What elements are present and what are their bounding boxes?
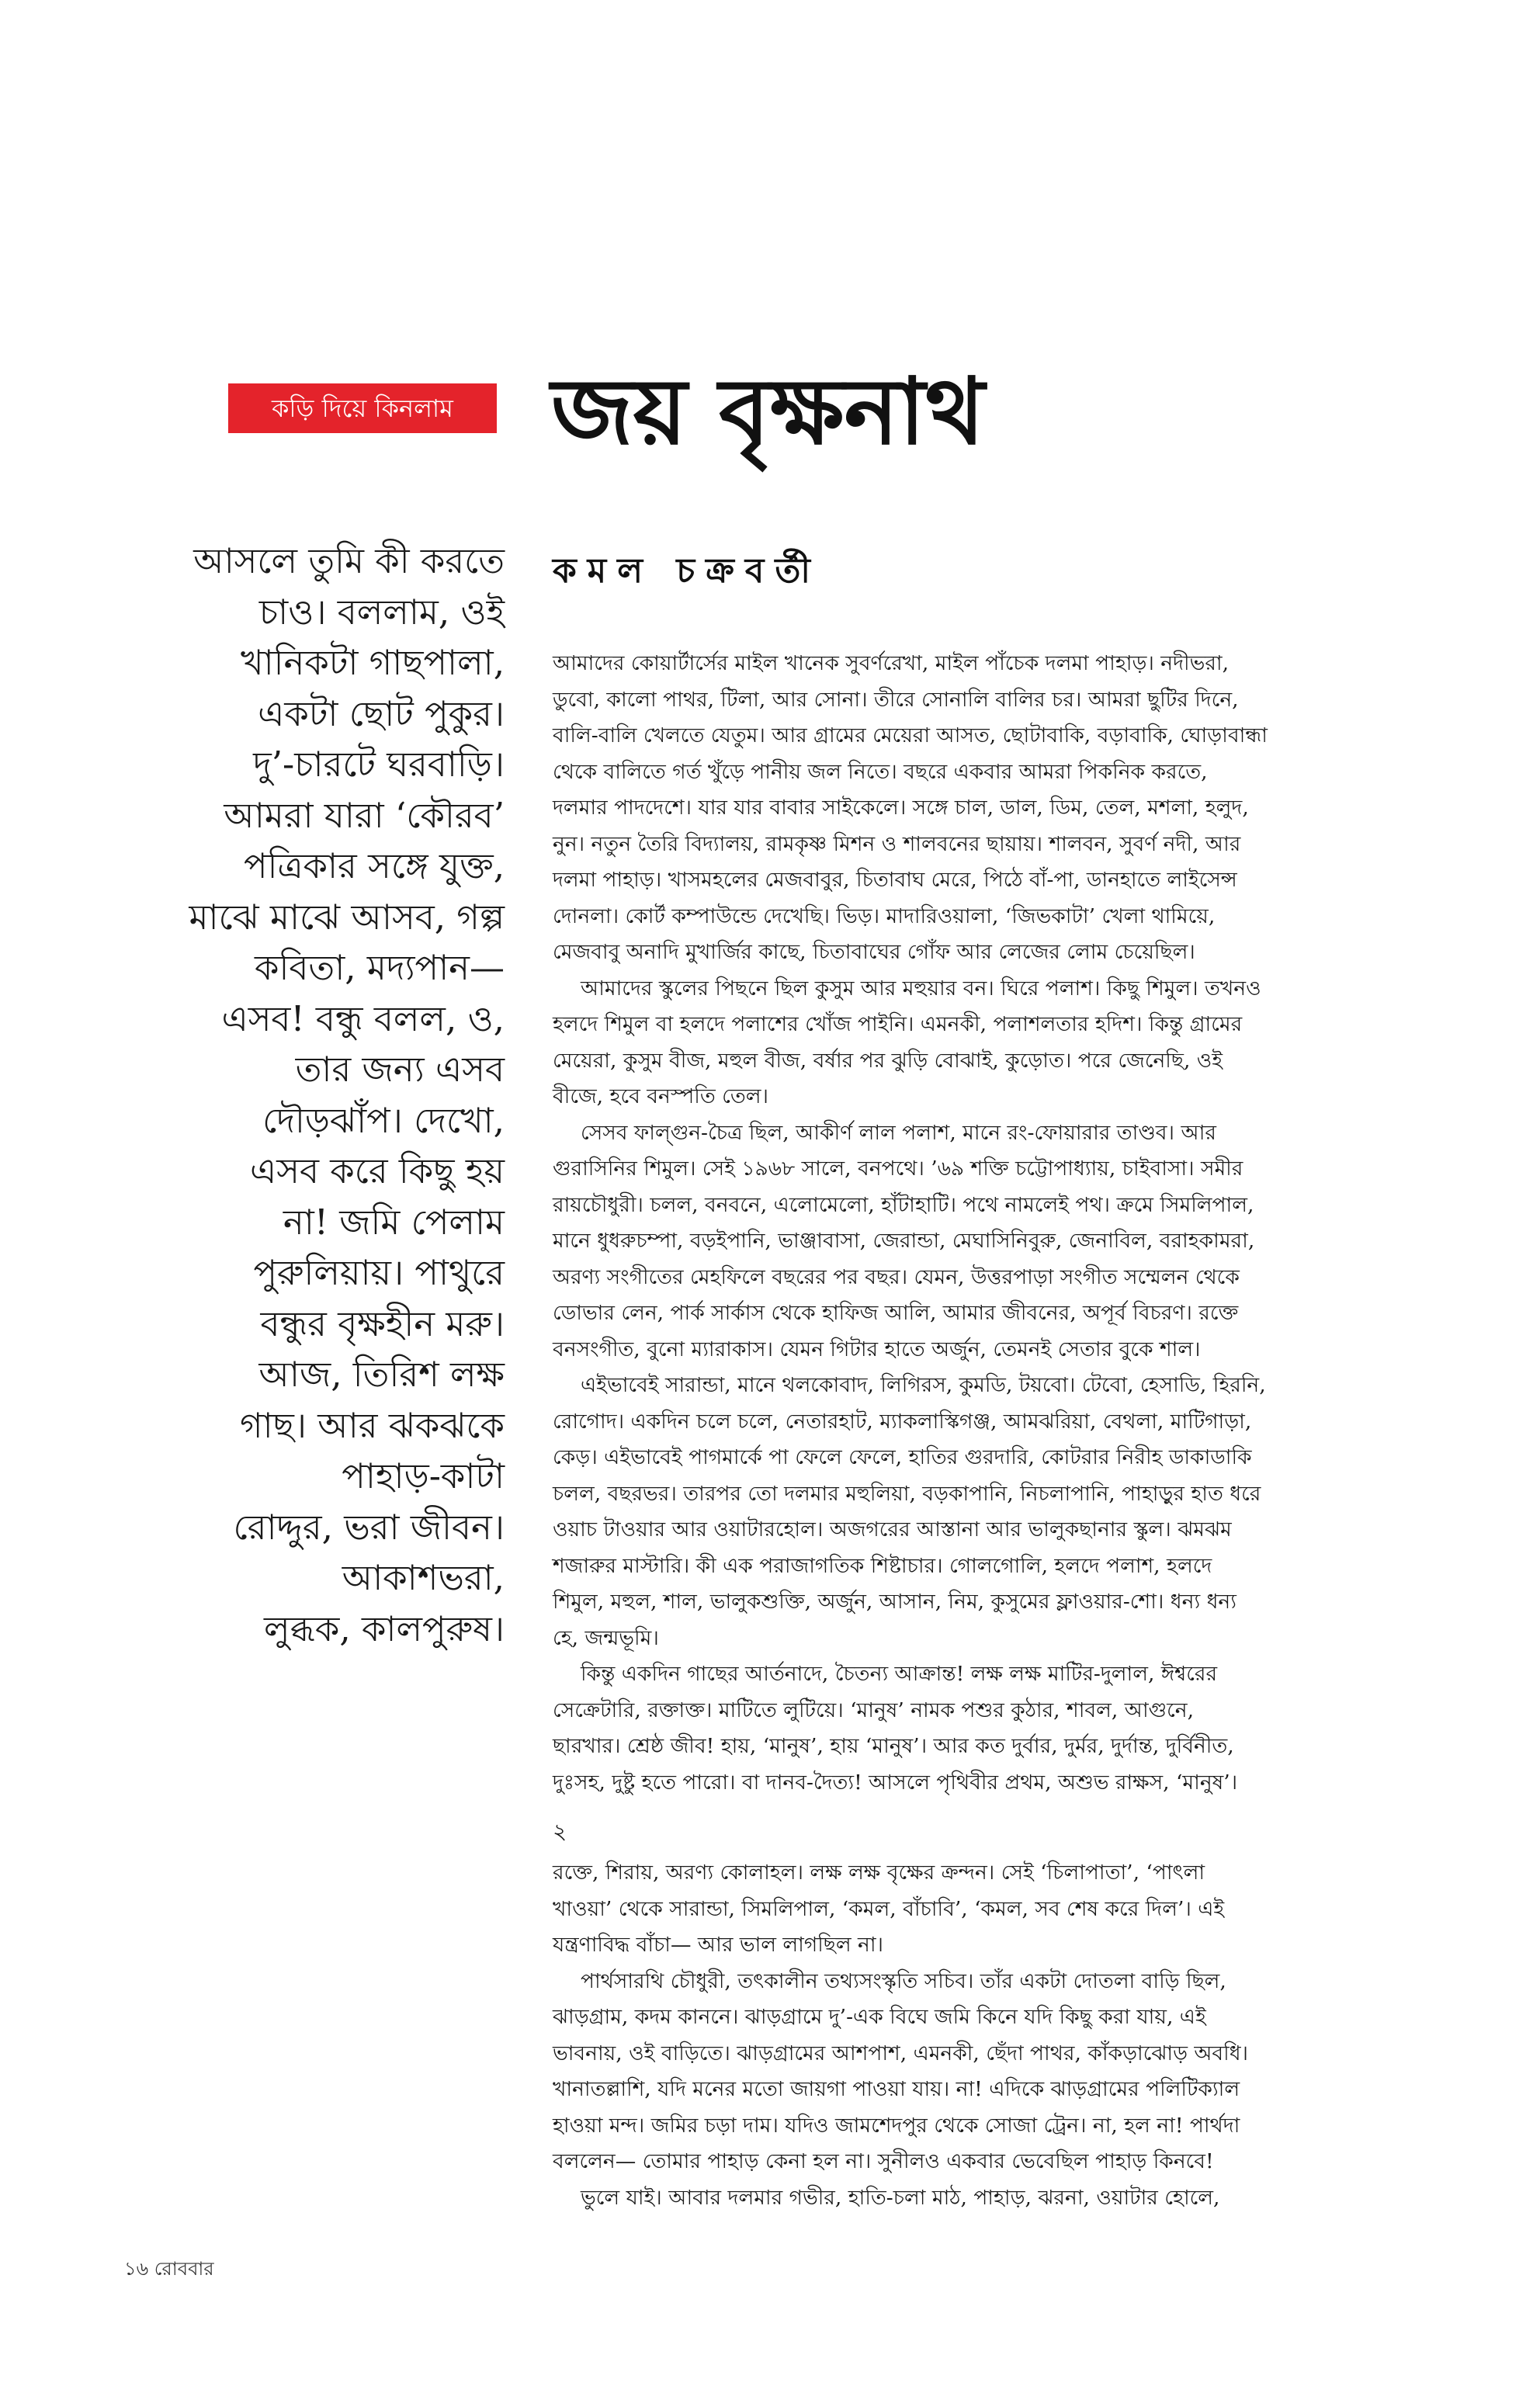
body-section-1 — [553, 646, 1391, 1801]
body-line: খানাতল্লাশি, যদি মনের মতো জায়গা পাওয়া যায়। না! এদিকে ঝাড়গ্রামের পলিটিক্যাল — [553, 2077, 1240, 2101]
body-line: ডোভার লেন, পার্ক সার্কাস থেকে হাফিজ আলি, আমার জীবনের, অপূর্ব বিচরণ। রক্তে — [553, 1301, 1239, 1325]
body-line: কেড়। এইভাবেই পাগমার্কে পা ফেলে ফেলে, হাতির গুরদারি, কোটরার নিরীহ ডাকাডাকি — [553, 1445, 1252, 1469]
pull-quote-line: খানিকটা গাছপালা, — [241, 642, 505, 683]
body-line: খাওয়া’ থেকে সারান্ডা, সিমলিপাল, ‘কমল, বাঁচাবি’, ‘কমল, সব শেষ করে দিল’। এই — [553, 1896, 1225, 1921]
body-line: পার্থসারথি চৌধুরী, তৎকালীন তথ্যসংস্কৃতি সচিব। তাঁর একটা দোতলা বাড়ি ছিল, — [581, 1968, 1226, 1993]
body-line: শিমুল, মহুল, শাল, ভালুকশুক্তি, অর্জুন, আসান, নিম, কুসুমের ফ্লাওয়ার-শো। ধন্য ধন্য — [553, 1590, 1237, 1614]
pull-quote-line: চাও। বললাম, ওই — [258, 591, 505, 633]
article-body — [553, 646, 1391, 2210]
body-line: ওয়াচ টাওয়ার আর ওয়াটারহোল। অজগরের আস্তানা আর ভালুকছানার স্কুল। ঝমঝম — [553, 1517, 1232, 1542]
pull-quote-line: আকাশভরা, — [342, 1557, 505, 1598]
pull-quote-line: দৌড়ঝাঁপ। দেখো, — [262, 1099, 505, 1141]
body-line: মানে ধুধরুচম্পা, বড়ইপানি, ভাঞ্জাবাসা, জেরান্ডা, মেঘাসিনিবুরু, জেনাবিল, বরাহকামরা, — [553, 1229, 1255, 1253]
pull-quote-line: পত্রিকার সঙ্গে যুক্ত, — [244, 845, 505, 886]
pull-quote-line: বন্ধুর বৃক্ষহীন মরু। — [260, 1302, 505, 1344]
body-line: এইভাবেই সারান্ডা, মানে থলকোবাদ, লিগিরস, কুমডি, টয়বো। টেবো, হেসাডি, হিরনি, — [581, 1373, 1266, 1397]
pull-quote-line: কবিতা, মদ্যপান— — [255, 947, 505, 988]
body-line: চলল, বছরভর। তারপর তো দলমার মহুলিয়া, বড়কাপানি, নিচলাপানি, পাহাড়ুর হাত ধরে — [553, 1481, 1261, 1506]
body-line: দুঃসহ, দুষ্টু হতে পারো। বা দানব-দৈত্য! আসলে পৃথিবীর প্রথম, অশুভ রাক্ষস, ‘মানুষ’। — [553, 1770, 1238, 1795]
body-line: রক্তে, শিরায়, অরণ্য কোলাহল। লক্ষ লক্ষ বৃক্ষের ক্রন্দন। সেই ‘চিলাপাতা’, ‘পাৎলা — [553, 1861, 1205, 1885]
body-line: ভাবনায়, ওই বাড়িতে। ঝাড়গ্রামের আশপাশ, এমনকী, ছেঁদা পাথর, কাঁকড়াঝোড় অবধি। — [553, 2041, 1249, 2065]
body-line: কিন্তু একদিন গাছের আর্তনাদে, চৈতন্য আক্রান্ত! লক্ষ লক্ষ মাটির-দুলাল, ঈশ্বরের — [581, 1662, 1218, 1686]
body-line: বনসংগীত, বুনো ম্যারাকাস। যেমন গিটার হাতে অর্জুন, তেমনই সেতার বুকে শাল। — [553, 1337, 1201, 1361]
body-line: বীজে, হবে বনস্পতি তেল। — [553, 1084, 768, 1108]
pull-quote-line: একটা ছোট পুকুর। — [258, 692, 505, 734]
pull-quote-line: তার জন্য এসব — [295, 1049, 505, 1090]
body-line: থেকে বালিতে গর্ত খুঁড়ে পানীয় জল নিতে। বছরে একবার আমরা পিকনিক করতে, — [553, 759, 1208, 784]
body-line: ঝাড়গ্রাম, কদম কাননে। ঝাড়গ্রামে দু’-এক বিঘে জমি কিনে যদি কিছু করা যায়, এই — [553, 2005, 1206, 2029]
author-byline: কমল চক্রবর্তী — [553, 551, 821, 591]
body-line: ডুবো, কালো পাথর, টিলা, আর সোনা। তীরে সোনালি বালির চর। আমরা ছুটির দিনে, — [553, 687, 1239, 712]
pull-quote-line: আমরা যারা ‘কৌরব’ — [224, 794, 505, 836]
article-title: জয় বৃক্ষনাথ — [551, 358, 985, 465]
pull-quote-line: গাছ। আর ঝকঝকে — [240, 1404, 505, 1446]
pull-quote-line: পুরুলিয়ায়। পাথুরে — [253, 1252, 505, 1293]
body-line: দোনলা। কোর্ট কম্পাউন্ডে দেখেছি। ভিড়। মাদারিওয়ালা, ‘জিভকাটা’ খেলা থামিয়ে, — [553, 903, 1216, 928]
body-line: রায়চৌধুরী। চলল, বনবনে, এলোমেলো, হাঁটাহাটি। পথে নামলেই পথ। ক্রমে সিমলিপাল, — [553, 1192, 1254, 1217]
pull-quote-line: এসব! বন্ধু বলল, ও, — [221, 997, 505, 1039]
body-section-2 — [553, 1855, 1391, 2216]
body-line: যন্ত্রণাবিদ্ধ বাঁচা— আর ভাল লাগছিল না। — [553, 1933, 884, 1957]
body-line: হাওয়া মন্দ। জমির চড়া দাম। যদিও জামশেদপুর থেকে সোজা ট্রেন। না, হল না! পার্থদা — [553, 2113, 1240, 2138]
body-line: মেজবাবু অনাদি মুখার্জির কাছে, চিতাবাঘের গোঁফ আর লেজের লোম চেয়েছিল। — [553, 940, 1195, 964]
body-line: মেয়েরা, কুসুম বীজ, মহুল বীজ, বর্ষার পর ঝুড়ি বোঝাই, কুড়োত। পরে জেনেছি, ওই — [553, 1048, 1223, 1073]
pull-quote-line: লুব্ধক, কালপুরুষ। — [264, 1607, 505, 1649]
body-line: বললেন— তোমার পাহাড় কেনা হল না। সুনীলও একবার ভেবেছিল পাহাড় কিনবে! — [553, 2149, 1214, 2173]
body-line: ছারখার। শ্রেষ্ঠ জীব! হায়, ‘মানুষ’, হায় ‘মানুষ’। আর কত দুর্বার, দুর্মর, দুর্দান্ত, দুর্বিনীত, — [553, 1734, 1234, 1758]
body-line: রোগোদ। একদিন চলে চলে, নেতারহাট, ম্যাকলাস্কিগঞ্জ, আমঝরিয়া, বেথলা, মাটিগাড়া, — [553, 1409, 1252, 1434]
pull-quote-line: মাঝে মাঝে আসব, গল্প — [189, 896, 505, 938]
pull-quote-line: দু’-চারটে ঘরবাড়ি। — [253, 744, 505, 785]
pull-quote-line: আজ, তিরিশ লক্ষ — [258, 1354, 505, 1395]
body-line: বালি-বালি খেলতে যেতুম। আর গ্রামের মেয়েরা আসত, ছোটাবাকি, বড়াবাকি, ঘোড়াবান্ধা — [553, 723, 1268, 747]
body-line: সেসব ফাল্গুন-চৈত্র ছিল, আকীর্ণ লাল পলাশ, মানে রং-ফোয়ারার তাণ্ডব। আর — [581, 1120, 1216, 1145]
body-line: আমাদের কোয়ার্টার্সের মাইল খানেক সুবর্ণরেখা, মাইল পাঁচেক দলমা পাহাড়। নদীভরা, — [553, 651, 1230, 675]
body-line: দলমা পাহাড়। খাসমহলের মেজবাবুর, চিতাবাঘ মেরে, পিঠে বাঁ-পা, ডানহাতে লাইসেন্স — [553, 868, 1237, 892]
body-line: নুন। নতুন তৈরি বিদ্যালয়, রামকৃষ্ণ মিশন ও শালবনের ছায়ায়। শালবন, সুবর্ণ নদী, আর — [553, 831, 1241, 856]
pull-quote-line: এসব করে কিছু হয় — [249, 1150, 505, 1191]
body-line: সেক্রেটারি, রক্তাক্ত। মাটিতে লুটিয়ে। ‘মানুষ’ নামক পশুর কুঠার, শাবল, আগুনে, — [553, 1698, 1195, 1722]
body-line: অরণ্য সংগীতের মেহফিলে বছরের পর বছর। যেমন, উত্তরপাড়া সংগীত সম্মেলন থেকে — [553, 1264, 1240, 1289]
pull-quote-line: আসলে তুমি কী করতে — [193, 540, 505, 581]
pull-quote-line: না! জমি পেলাম — [283, 1201, 505, 1243]
pull-quote-line: পাহাড়-কাটা — [342, 1455, 505, 1496]
section-number: ২ — [553, 1819, 567, 1844]
section-tag: কড়ি দিয়ে কিনলাম — [228, 383, 497, 433]
page-footer: ১৬ রোববার — [124, 2258, 214, 2280]
body-line: হলদে শিমুল বা হলদে পলাশের খোঁজ পাইনি। এমনকী, পলাশলতার হদিশ। কিন্তু গ্রামের — [553, 1012, 1243, 1036]
body-line: ভুলে যাই। আবার দলমার গভীর, হাতি-চলা মাঠ, পাহাড়, ঝরনা, ওয়াটার হোলে, — [581, 2185, 1220, 2210]
body-line: হে, জন্মভূমি। — [553, 1625, 659, 1650]
body-line: শজারুর মাস্টারি। কী এক পরাজাগতিক শিষ্টাচার। গোলগোলি, হলদে পলাশ, হলদে — [553, 1553, 1212, 1578]
pull-quote — [85, 536, 505, 1816]
pull-quote-line: রোদ্দুর, ভরা জীবন। — [233, 1506, 505, 1548]
body-line: দলমার পাদদেশে। যার যার বাবার সাইকেলে। সঙ্গে চাল, ডাল, ডিম, তেল, মশলা, হলুদ, — [553, 796, 1249, 820]
body-line: গুরাসিনির শিমুল। সেই ১৯৬৮ সালে, বনপথে। ’৬৯ শক্তি চট্টোপাধ্যায়, চাইবাসা। সমীর — [553, 1157, 1243, 1181]
body-line: আমাদের স্কুলের পিছনে ছিল কুসুম আর মহুয়ার বন। ঘিরে পলাশ। কিছু শিমুল। তখনও — [581, 976, 1261, 1001]
